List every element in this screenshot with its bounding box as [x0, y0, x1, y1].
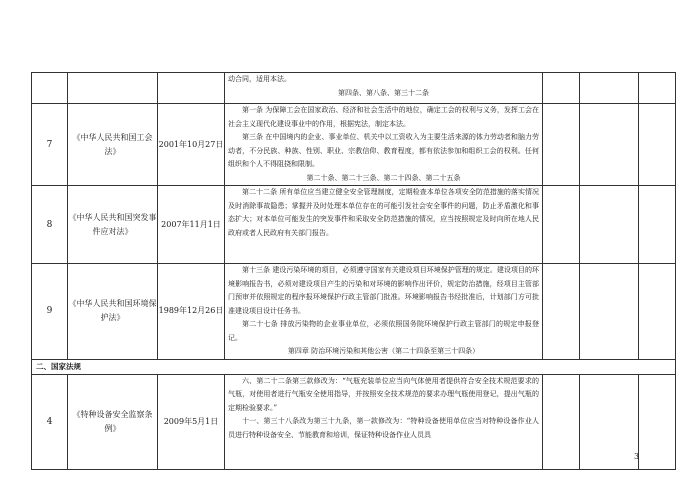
blank-cell [543, 374, 580, 469]
blank-cell [580, 264, 639, 360]
content-paragraph: 第十三条 建设污染环境的项目，必须遵守国家有关建设项目环境保护管理的规定。建设项目的环境影响报告书，必须对建设项目产生的污染和对环境的影响作出评价，规定防治措施，经项目主管部门预审并依照规定的程序报环境保护行政主管部门批准。环境影响报告书经批准后，计划部门方可批准建设项目设计任务书。 [228, 266, 539, 315]
law-name-cell: 《特种设备安全监察条例》 [68, 374, 158, 469]
table-row [32, 374, 676, 469]
article-list: 第四条、第八条、第三十二条 [338, 88, 429, 97]
blank-cell [580, 374, 639, 469]
content-paragraph: 十一、第三十八条改为第三十九条，第一款修改为：“特种设备使用单位应当对特种设备作业人员进行特种设备安全、节能教育和培训，保证特种设备作业人员具 [228, 417, 539, 439]
date-cell: 2007年11月1日 [158, 186, 225, 264]
blank-cell [543, 104, 580, 186]
content-cell [225, 374, 543, 469]
page-number: 3 [634, 452, 640, 461]
table-row [32, 186, 676, 264]
content-cell [225, 73, 543, 104]
content-text: 动合同，适用本法。 [228, 75, 291, 83]
number-cell: 4 [32, 374, 68, 469]
content-paragraph: 六、第二十二条第三款修改为：“气瓶充装单位应当向气体使用者提供符合安全技术规范要求的气瓶，对使用者进行气瓶安全使用指导，并按照安全技术规范的要求办理气瓶使用登记，提出气瓶的定期检验要求。” [228, 376, 539, 412]
date-cell [158, 73, 225, 104]
content-paragraph: 第二十二条 所有单位应当建立健全安全管理制度，定期检查本单位各项安全防范措施的落实情况及时消除事故隐患；掌握并及时处理本单位存在的可能引发社会安全事件的问题，防止矛盾激化和事态扩大；对本单位可能发生的突发事件和采取安全防范措施的情况，应当按照规定及时向所在地人民政府或者人民政府有关部门报告。 [228, 188, 539, 237]
table-row [32, 104, 676, 186]
law-name-cell: 《中华人民共和国突发事件应对法》 [68, 186, 158, 264]
table-row [32, 73, 676, 104]
blank-cell [639, 374, 676, 469]
law-name-cell: 《中华人民共和国环境保护法》 [68, 264, 158, 360]
blank-cell [639, 186, 676, 264]
content-cell [225, 186, 543, 264]
blank-cell [639, 264, 676, 360]
article-list: 第四章 防治环境污染和其他公害（第二十四条至第三十四条） [287, 347, 480, 355]
date-cell: 2001年10月27日 [158, 104, 225, 186]
law-name-cell [68, 73, 158, 104]
date-cell: 1989年12月26日 [158, 264, 225, 360]
table-row [32, 264, 676, 360]
content-paragraph: 第一条 为保障工会在国家政治、经济和社会生活中的地位，确定工会的权利与义务，发挥工会在社会主义现代化建设事业中的作用，根据宪法，制定本法。 [228, 106, 539, 128]
date-cell: 2009年5月1日 [158, 374, 225, 469]
blank-cell [543, 264, 580, 360]
blank-cell [580, 186, 639, 264]
blank-cell [580, 73, 639, 104]
law-table [31, 72, 676, 470]
content-paragraph: 第三条 在中国境内的企业、事业单位、机关中以工资收入为主要生活来源的体力劳动者和脑力劳动者，不分民族、种族、性别、职业、宗教信仰、教育程度，都有依法参加和组织工会的权利。任何组织和个人不得阻挠和限制。 [228, 133, 539, 168]
number-cell: 9 [32, 264, 68, 360]
blank-cell [639, 73, 676, 104]
law-name-cell: 《中华人民共和国工会法》 [68, 104, 158, 186]
number-cell [32, 73, 68, 104]
blank-cell [543, 73, 580, 104]
article-list: 第二十条、第二十三条、第二十四条、第二十五条 [306, 173, 461, 182]
blank-cell [580, 104, 639, 186]
section-row [32, 359, 676, 374]
number-cell: 7 [32, 104, 68, 186]
content-paragraph: 第二十七条 排放污染物的企业事业单位，必须依照国务院环境保护行政主管部门的规定申报登记。 [228, 320, 539, 342]
blank-cell [639, 104, 676, 186]
number-cell: 8 [32, 186, 68, 264]
content-cell [225, 264, 543, 360]
content-cell [225, 104, 543, 186]
section-heading: 二、国家法规 [32, 359, 676, 374]
blank-cell [543, 186, 580, 264]
